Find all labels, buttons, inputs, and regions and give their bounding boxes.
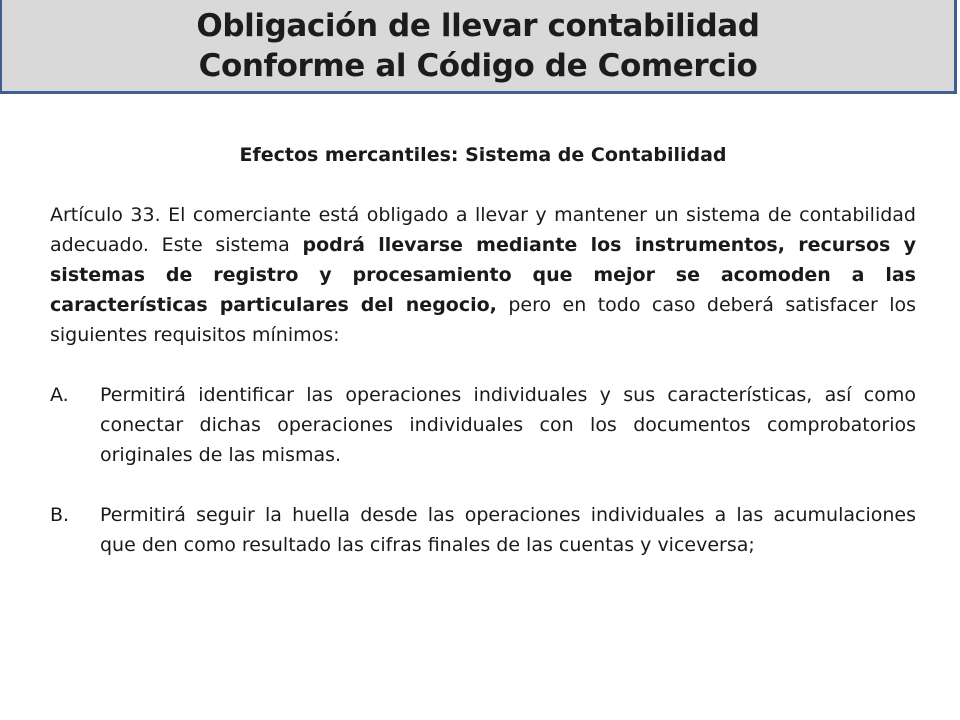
title-banner <box>0 0 957 94</box>
list-item-text: Permitirá identificar las operaciones individuales y sus características, así como conectar dichas operaciones individuales con los documentos comprobatorios originales de las mismas. <box>100 384 916 466</box>
slide-title-line-1: Obligación de llevar contabilidad <box>196 8 760 44</box>
paragraph-outro: pero en todo caso deberá satisfacer los siguientes requisitos mínimos: <box>50 294 916 346</box>
list-item-b <box>50 500 916 560</box>
list-marker: B. <box>50 504 70 526</box>
slide-title-line-2: Conforme al Código de Comercio <box>198 48 758 84</box>
slide-body <box>50 140 916 590</box>
list-item-a <box>50 380 916 470</box>
section-heading: Efectos mercantiles: Sistema de Contabilidad <box>239 144 727 166</box>
article-paragraph <box>50 200 916 350</box>
list-marker: A. <box>50 384 69 406</box>
paragraph-bold: podrá llevarse mediante los instrumentos, recursos y sistemas de registro y procesamiento que mejor se acomoden a las características particulares del negocio, <box>50 234 916 316</box>
list-item-text: Permitirá seguir la huella desde las operaciones individuales a las acumulaciones que den como resultado las cifras finales de las cuentas y viceversa; <box>100 504 916 556</box>
paragraph-intro: Artículo 33. El comerciante está obligado a llevar y mantener un sistema de contabilidad adecuado. Este sistema <box>50 204 916 256</box>
